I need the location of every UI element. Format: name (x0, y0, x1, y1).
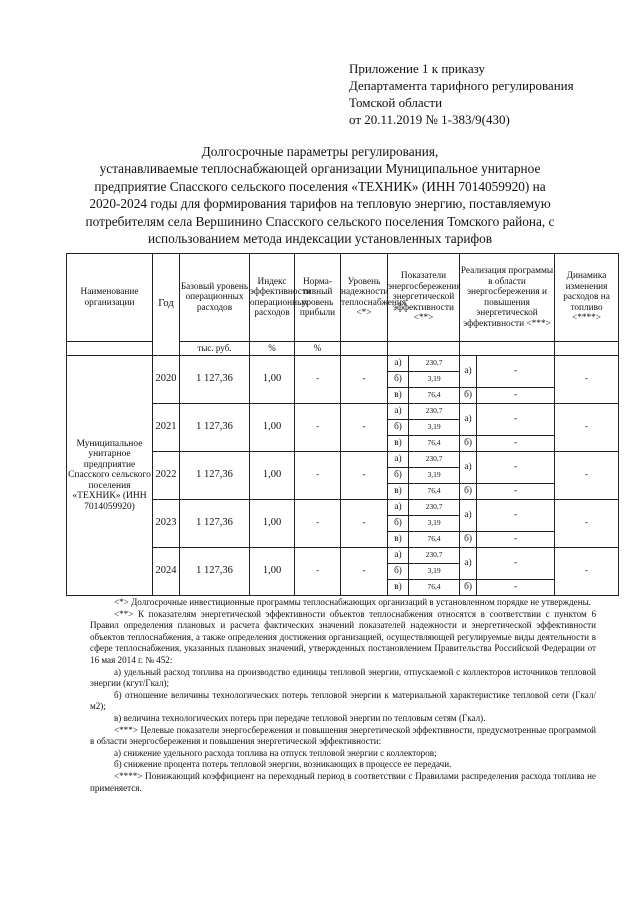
footnote: б) отношение величины технологических потерь тепловой энергии к материальной характеристике тепловой сети (Гкал/м2); (90, 689, 596, 712)
profit-cell: - (295, 452, 341, 500)
footnote: <***> Целевые показатели энергосбережения и повышения энергетической эффективности, предусмотренные программой в области энергосбережения и повышения энергетической эффективности: (90, 724, 596, 747)
appendix-line: Томской области (349, 95, 443, 110)
base-costs-cell: 1 127,36 (180, 500, 250, 548)
header-base-costs: Базовый уровень операционных расходов (180, 254, 250, 342)
footnote: <*> Долгосрочные инвестиционные программы теплоснабжающих организаций в установленном порядке не утверждены. (114, 597, 591, 607)
base-costs-cell: 1 127,36 (180, 452, 250, 500)
energy-label: б) (388, 564, 409, 580)
energy-value: 3,19 (409, 420, 460, 436)
energy-value: 230,7 (409, 500, 460, 516)
header-profit-level: Норма-тивный уровень прибыли (295, 254, 341, 342)
program-label: б) (460, 580, 477, 596)
energy-value: 76,4 (409, 436, 460, 452)
header-year: Год (153, 254, 180, 356)
reliability-cell: - (341, 500, 388, 548)
year-cell: 2024 (153, 548, 180, 596)
header-fuel-dynamics: Динамика изменения расходов на топливо <****> (555, 254, 619, 342)
energy-label: в) (388, 436, 409, 452)
program-label: б) (460, 388, 477, 404)
appendix-line: от 20.11.2019 № 1-383/9(430) (349, 112, 510, 127)
title-line: предприятие Спасского сельского поселения «ТЕХНИК» (ИНН 7014059920) на (94, 178, 546, 194)
efficiency-index-cell: 1,00 (250, 548, 295, 596)
energy-value: 3,19 (409, 564, 460, 580)
energy-value: 230,7 (409, 452, 460, 468)
energy-label: б) (388, 468, 409, 484)
fuel-dynamics-cell: - (555, 356, 619, 404)
footnote: а) снижение удельного расхода топлива на отпуск тепловой энергии с коллекторов; (114, 747, 437, 758)
year-cell: 2023 (153, 500, 180, 548)
profit-cell: - (295, 356, 341, 404)
reliability-cell: - (341, 548, 388, 596)
energy-value: 3,19 (409, 468, 460, 484)
program-label: а) (460, 548, 477, 580)
program-value: - (477, 388, 555, 404)
program-value: - (477, 580, 555, 596)
appendix-line: Приложение 1 к приказу (349, 61, 486, 76)
unit-base: тыс. руб. (180, 342, 250, 356)
energy-value: 230,7 (409, 356, 460, 372)
unit-index: % (250, 342, 295, 356)
parameters-table (66, 253, 619, 596)
base-costs-cell: 1 127,36 (180, 548, 250, 596)
title-line: использованием метода индексации установленных тарифов (147, 231, 493, 247)
unit-profit: % (295, 342, 341, 356)
header-reliability: Уровень надежности теплоснабжения <*> (341, 254, 388, 342)
title-line: потребителям села Вершинино Спасского сельского поселения Томского района, с (85, 213, 555, 229)
program-label: а) (460, 356, 477, 388)
energy-value: 76,4 (409, 532, 460, 548)
footnote: <**> К показателям энергетической эффективности объектов теплоснабжения относятся в соответствии с пунктом 6 Правил определения плановых и расчета фактических значений показателей надежности и энергетической эффективности объектов теплоснабжения, а также определения достижения организацией, осуществляющей регулируемые виды деятельности в сфере теплоснабжения, указанных плановых значений, утвержденных постановлением Правительства Российской Федерации от 16 мая 2014 г. № 452: (90, 608, 596, 665)
energy-label: б) (388, 372, 409, 388)
energy-label: а) (388, 500, 409, 516)
energy-label: а) (388, 548, 409, 564)
header-org: Наименование организации (67, 254, 153, 342)
energy-label: в) (388, 532, 409, 548)
fuel-dynamics-cell: - (555, 404, 619, 452)
program-value: - (477, 548, 555, 580)
efficiency-index-cell: 1,00 (250, 500, 295, 548)
base-costs-cell: 1 127,36 (180, 404, 250, 452)
fuel-dynamics-cell: - (555, 500, 619, 548)
program-value: - (477, 500, 555, 532)
reliability-cell: - (341, 404, 388, 452)
program-value: - (477, 356, 555, 388)
program-label: а) (460, 500, 477, 532)
program-value: - (477, 436, 555, 452)
year-cell: 2022 (153, 452, 180, 500)
appendix-block (349, 60, 574, 128)
energy-value: 3,19 (409, 372, 460, 388)
program-value: - (477, 452, 555, 484)
title-line: Долгосрочные параметры регулирования, (201, 144, 439, 159)
organization-name: Муниципальное унитарное предприятие Спасского сельского поселения «ТЕХНИК» (ИНН 7014059920) (67, 356, 153, 596)
program-value: - (477, 404, 555, 436)
unit-cell (341, 342, 388, 356)
program-label: б) (460, 532, 477, 548)
header-efficiency-index: Индекс эффективности операционных расходов (250, 254, 295, 342)
fuel-dynamics-cell: - (555, 452, 619, 500)
energy-label: б) (388, 420, 409, 436)
energy-value: 76,4 (409, 580, 460, 596)
energy-value: 3,19 (409, 516, 460, 532)
energy-value: 76,4 (409, 388, 460, 404)
energy-value: 76,4 (409, 484, 460, 500)
energy-label: а) (388, 452, 409, 468)
program-value: - (477, 532, 555, 548)
energy-label: в) (388, 484, 409, 500)
footnotes (90, 597, 596, 794)
energy-label: а) (388, 404, 409, 420)
program-label: а) (460, 404, 477, 436)
profit-cell: - (295, 500, 341, 548)
reliability-cell: - (341, 452, 388, 500)
efficiency-index-cell: 1,00 (250, 404, 295, 452)
header-energy-indicators: Показатели энергосбережения энергетической эффективности <**> (388, 254, 460, 342)
footnote: в) величина технологических потерь при передаче тепловой энергии по тепловым сетям (Гкал). (114, 712, 486, 723)
base-costs-cell: 1 127,36 (180, 356, 250, 404)
profit-cell: - (295, 404, 341, 452)
energy-value: 230,7 (409, 548, 460, 564)
table-row (67, 356, 619, 372)
unit-cell (388, 342, 460, 356)
unit-cell (555, 342, 619, 356)
fuel-dynamics-cell: - (555, 548, 619, 596)
program-label: б) (460, 436, 477, 452)
energy-label: а) (388, 356, 409, 372)
profit-cell: - (295, 548, 341, 596)
reliability-cell: - (341, 356, 388, 404)
program-value: - (477, 484, 555, 500)
title-line: устанавливаемые теплоснабжающей организации Муниципальное унитарное (99, 161, 541, 177)
unit-cell (67, 342, 153, 356)
header-program: Реализация программы в области энергосбережения и повышения энергетической эффективности <***> (460, 254, 555, 342)
energy-value: 230,7 (409, 404, 460, 420)
title-line: 2020-2024 годы для формирования тарифов на тепловую энергию, поставляемую (89, 196, 551, 212)
year-cell: 2021 (153, 404, 180, 452)
energy-label: б) (388, 516, 409, 532)
footnote: а) удельный расход топлива на производство единицы тепловой энергии, отпускаемой с коллекторов источников тепловой энергии (кгут/Гкал); (90, 666, 596, 689)
efficiency-index-cell: 1,00 (250, 452, 295, 500)
efficiency-index-cell: 1,00 (250, 356, 295, 404)
document-title (40, 143, 600, 247)
unit-cell (460, 342, 555, 356)
year-cell: 2020 (153, 356, 180, 404)
footnote: <****> Понижающий коэффициент на переходный период в соответствии с Правилами распределения расхода топлива не применяется. (90, 770, 596, 793)
program-label: а) (460, 452, 477, 484)
appendix-line: Департамента тарифного регулирования (349, 78, 574, 93)
footnote: б) снижение процента потерь тепловой энергии, возникающих в процессе ее передачи. (114, 759, 452, 770)
energy-label: в) (388, 388, 409, 404)
energy-label: в) (388, 580, 409, 596)
program-label: б) (460, 484, 477, 500)
